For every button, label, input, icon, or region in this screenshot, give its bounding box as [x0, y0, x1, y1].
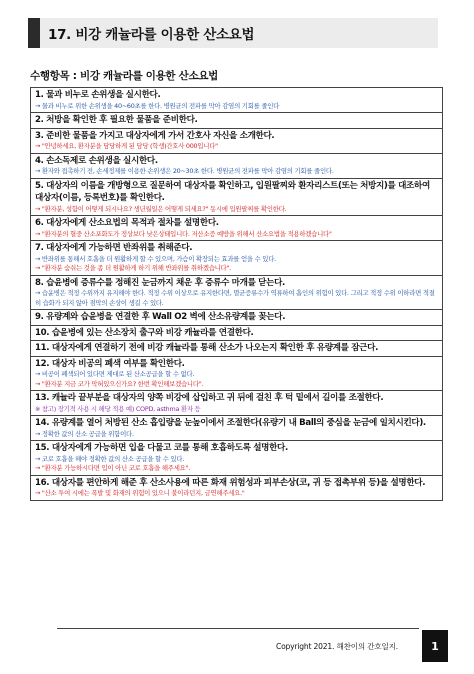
step-note: → "환자분, 성함이 어떻게 되시나요? 생년월일은 어떻게 되세요?" 동시에 입원팔찌를 확인한다.	[35, 204, 287, 213]
procedure-step	[31, 326, 442, 342]
step-title: 1. 물과 비누로 손위생을 실시한다.	[35, 90, 161, 100]
section-title-bar	[28, 18, 438, 48]
procedure-step	[31, 441, 442, 475]
procedure-step	[31, 113, 442, 129]
procedure-step	[31, 88, 442, 113]
step-note: → "환자분 가능하시다면 입이 아닌 코로 호흡을 해주세요".	[35, 464, 191, 473]
step-note: → 정확한 값의 산소 공급을 위함이다.	[35, 429, 134, 438]
procedure-step	[31, 154, 442, 179]
page-number: 1	[422, 630, 448, 662]
page-title: 17. 비강 캐뉼라를 이용한 산소요법	[48, 27, 255, 43]
step-note: → "환자분 지금 코가 막혀있으신가요? 한번 확인해보겠습니다".	[35, 379, 204, 388]
step-title: 12. 대상자 비공의 폐색 여부를 확인한다.	[35, 358, 185, 369]
procedure-step	[31, 241, 442, 275]
procedure-step	[31, 357, 442, 391]
procedure-steps-table	[30, 87, 443, 501]
procedure-step	[31, 416, 442, 441]
procedure-step	[31, 129, 442, 154]
step-note: → "환자분 숨쉬는 것을 좀 더 원활하게 하기 위해 반좌위를 취하겠습니다".	[35, 264, 231, 273]
step-title: 7. 대상자에게 가능하면 반좌위를 취해준다.	[35, 243, 193, 254]
step-title: 9. 유량계와 습윤병을 연결한 후 Wall O2 벽에 산소유량계를 꽂는다.	[35, 312, 286, 322]
step-note: → 습윤병은 적정 수위까지 유지해야 한다. 적정 수위 이상으로 유지한다면, 멸균증류수가 역류하여 흡인의 위험이 있다. 그리고 적정 수위 이하라면 적절히 습화가 되지 않아 점막의 손상이 생길 수 있다.	[35, 289, 435, 307]
step-title: 6. 대상자에게 산소요법의 목적과 절차를 설명한다.	[35, 218, 219, 229]
step-title: 5. 대상자의 이름을 개방형으로 질문하여 대상자를 확인하고, 입원팔찌와 환자리스트(또는 처방지)를 대조하여 대상자(이름, 등록번호)를 확인한다.	[35, 180, 430, 204]
step-note: → 비공이 폐색되어 있다면 제대로 된 산소공급을 할 수 없다.	[35, 370, 195, 379]
step-title: 3. 준비한 물품을 가지고 대상자에게 가서 간호사 자신을 소개한다.	[35, 130, 275, 141]
step-note: → 물과 비누로 위한 손위생을 40~60초를 한다. 병원균의 전파를 막아 감염의 기회를 줄인다	[35, 101, 280, 110]
procedure-step	[31, 276, 442, 310]
step-title: 16. 대상자를 편안하게 해준 후 산소사용에 따른 화재 위험성과 피부손상(코, 귀 등 접촉부위 등)을 설명한다.	[35, 477, 426, 488]
step-title: 8. 습윤병에 증류수를 정해진 눈금까지 채운 후 증류수 마개를 닫는다.	[35, 277, 285, 288]
step-note: → 코로 호흡을 해야 정확한 값의 산소 공급을 할 수 있다.	[35, 454, 185, 463]
step-title: 15. 대상자에게 가능하면 입을 다물고 코를 통해 호흡하도록 설명한다.	[35, 443, 288, 454]
procedure-step	[31, 391, 442, 416]
procedure-step	[31, 476, 442, 501]
copyright-text: Copyright 2021. 해찬이의 간호일지.	[276, 642, 398, 651]
step-title: 4. 손소독제로 손위생을 실시한다.	[35, 155, 158, 166]
step-note: → "안녕하세요, 환자분을 담당하게 된 담당 (학생)간호사 000입니다"	[35, 142, 218, 151]
step-title: 10. 습윤병에 있는 산소장치 출구와 비강 캐뉼라를 연결한다.	[35, 327, 254, 338]
procedure-step	[31, 310, 442, 326]
step-title: 13. 캐뉼라 끝부분을 대상자의 양쪽 비강에 삽입하고 귀 뒤에 걸친 후 턱 밑에서 길이를 조절한다.	[35, 393, 384, 404]
procedure-step	[31, 216, 442, 241]
step-note: → "산소 투여 시에는 폭발 및 화재의 위험이 있으니 불이라던지, 금연해주세요."	[35, 489, 245, 498]
step-note: → 반좌위를 통해서 호흡을 더 원활하게 할 수 있으며, 가슴이 확장되는 효과를 얻을 수 있다.	[35, 254, 276, 263]
step-note: → 환자와 접촉하기 전, 손세정제를 이용한 손위생은 20~30초 한다. 병원균의 전파를 막아 감염의 기회를 줄인다.	[35, 167, 334, 176]
step-title: 2. 처방을 확인한 후 필요한 물품을 준비한다.	[35, 115, 198, 125]
procedure-step	[31, 179, 442, 217]
step-note: ※ 참고) 장기적 사용 시 해당 적용 예) COPD, asthma 환자 등	[35, 404, 201, 413]
procedure-step	[31, 341, 442, 357]
step-note: → "환자분의 혈중 산소포화도가 정상보다 낮은상태입니다. 저산소증 예방을 위해서 산소요법을 적용하겠습니다"	[35, 229, 332, 238]
step-title: 14. 유량계를 열어 처방된 산소 흡입량을 눈높이에서 조절한다(유량기 내 Ball의 중심을 눈금에 일치시킨다).	[35, 418, 426, 429]
task-heading: 수행항목 : 비강 캐뉼라를 이용한 산소요법	[30, 70, 219, 82]
step-title: 11. 대상자에게 연결하기 전에 비강 캐뉼라를 통해 산소가 나오는지 확인한 후 유량계를 잠근다.	[35, 343, 379, 354]
footer-divider	[57, 628, 419, 629]
